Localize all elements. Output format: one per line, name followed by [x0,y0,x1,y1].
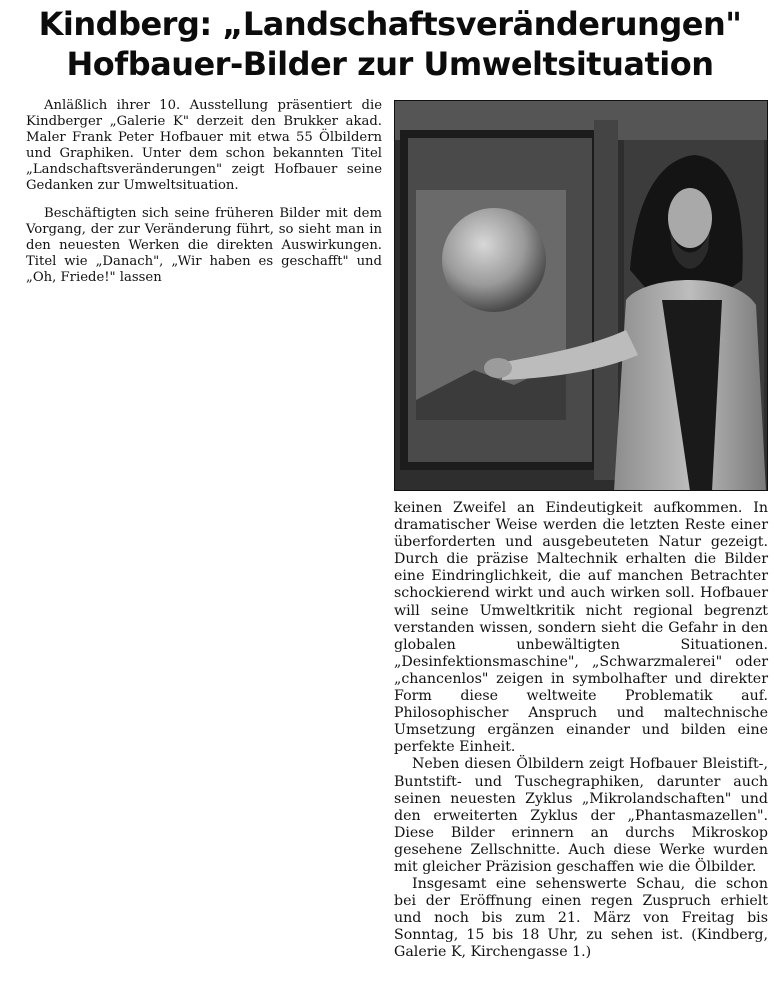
artist-photo [394,100,768,491]
article-paragraph: Neben diesen Ölbildern zeigt Hofbauer Bleistift-, Buntstift- und Tuschegraphiken, darunter auch seinen neuesten Zyklus „Mikrolandschaften" und den erweiterten Zyklus der „Phantasmazellen". Diese Bilder erinnern an durchs Mikroskop gesehene Zellschnitte. Auch diese Werke wurden mit gleicher Präzision geschaffen wie die Ölbilder. [394,756,768,875]
headline-line-1: Kindberg: „Landschaftsveränderungen" [38,5,742,43]
article-paragraph: Beschäftigten sich seine früheren Bilder mit dem Vorgang, der zur Veränderung führt, so sieht man in den neuesten Werken die direkten Auswirkungen. Titel wie „Danach", „Wir haben es geschafft" und „Oh, Friede!" lassen [26,206,382,285]
article-column-left [26,98,382,286]
article-paragraph: Insgesamt eine sehenswerte Schau, die schon bei der Eröffnung einen regen Zuspruch erhielt und noch bis zum 21. März von Freitag bis Sonntag, 15 bis 18 Uhr, zu sehen ist. (Kindberg, Galerie K, Kirchengasse 1.) [394,876,768,961]
article-paragraph: keinen Zweifel an Eindeutigkeit aufkommen. In dramatischer Weise werden die letzten Reste einer überforderten und ausgebeuteten Natur gezeigt. Durch die präzise Maltechnik erhalten die Bilder eine Eindringlichkeit, die auf manchen Betrachter schockierend wirkt und auch wirken soll. Hofbauer will seine Umweltkritik nicht regional begrenzt verstanden wissen, sondern sieht die Gefahr in den globalen unbewältigten Situationen. „Desinfektionsmaschine", „Schwarzmalerei" oder „chancenlos" zeigen in symbolhafter und direkter Form diese weltweite Problematik auf. Philosophischer Anspruch und maltechnische Umsetzung ergänzen einander und bilden eine perfekte Einheit. [394,500,768,756]
article-column-right [394,500,768,962]
artist-hand [484,358,512,378]
painted-sphere [442,208,546,312]
article-paragraph: Anläßlich ihrer 10. Ausstellung präsentiert die Kindberger „Galerie K" derzeit den Brukker akad. Maler Frank Peter Hofbauer mit etwa 55 Ölbildern und Graphiken. Unter dem schon bekannten Titel „Landschaftsveränderungen" zeigt Hofbauer seine Gedanken zur Umweltsituation. [26,98,382,193]
headline [0,4,780,84]
headline-line-2: Hofbauer-Bilder zur Umweltsituation [66,45,714,83]
artist-face [668,188,712,248]
